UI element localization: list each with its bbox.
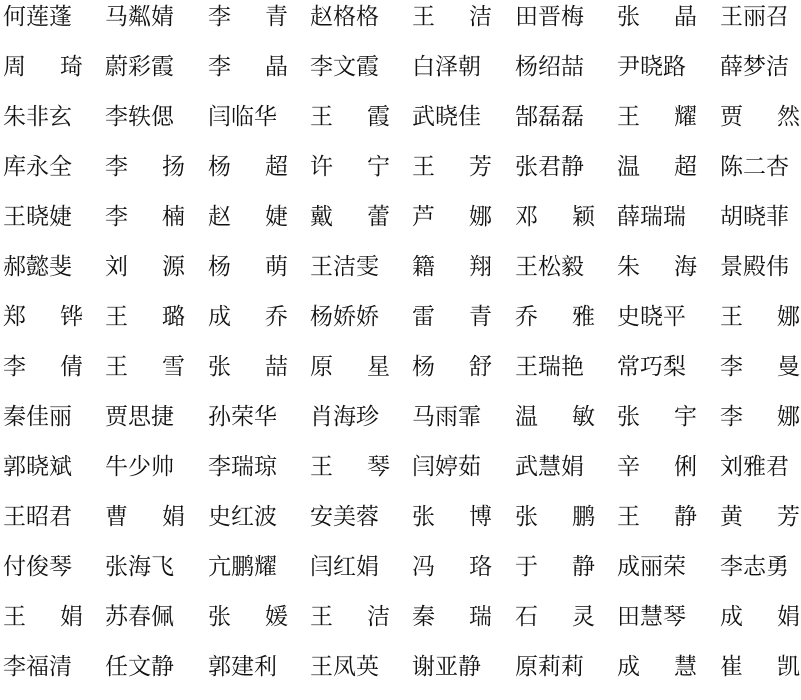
name-char: 萌 <box>265 254 288 280</box>
name-cell <box>515 550 595 590</box>
name-cell <box>310 200 390 240</box>
name-cell: 闫婷茹 <box>412 454 481 480</box>
name-char: 许 <box>310 154 333 180</box>
name-cell: 谢亚静 <box>412 654 481 680</box>
name-cell <box>515 200 595 240</box>
name-cell: 李瑞琼 <box>208 454 277 480</box>
name-row <box>0 550 801 600</box>
name-cell <box>412 200 492 240</box>
name-char: 楠 <box>162 204 185 230</box>
name-char: 星 <box>367 354 390 380</box>
name-cell: 王凤英 <box>310 654 379 680</box>
name-char: 舒 <box>469 354 492 380</box>
name-char: 张 <box>208 604 231 630</box>
name-char: 李 <box>720 404 743 430</box>
name-cell <box>310 100 390 140</box>
name-cell <box>3 600 83 640</box>
name-char: 温 <box>515 404 538 430</box>
name-cell <box>412 350 492 390</box>
name-cell: 白泽朝 <box>412 54 481 80</box>
name-char: 李 <box>720 354 743 380</box>
name-char: 雅 <box>572 304 595 330</box>
name-cell <box>617 650 697 690</box>
name-char: 琦 <box>60 54 83 80</box>
name-char: 洁 <box>367 604 390 630</box>
name-char: 张 <box>412 504 435 530</box>
name-char: 颖 <box>572 204 595 230</box>
name-char: 杨 <box>412 354 435 380</box>
name-cell <box>208 600 288 640</box>
name-cell <box>515 400 595 440</box>
name-cell <box>412 600 492 640</box>
name-char: 李 <box>105 154 128 180</box>
name-cell: 武晓佳 <box>412 104 481 130</box>
name-row <box>0 250 801 300</box>
name-row <box>0 350 801 400</box>
name-cell: 张君静 <box>515 154 584 180</box>
name-char: 青 <box>265 4 288 30</box>
name-cell <box>515 500 595 540</box>
name-char: 李 <box>208 54 231 80</box>
name-cell: 张海飞 <box>105 554 174 580</box>
name-cell: 贾思捷 <box>105 404 174 430</box>
name-char: 贾 <box>720 104 743 130</box>
name-cell: 付俊琴 <box>3 554 72 580</box>
name-cell: 闫红娟 <box>310 554 379 580</box>
name-char: 李 <box>105 204 128 230</box>
name-cell: 马雨霏 <box>412 404 481 430</box>
name-char: 青 <box>469 304 492 330</box>
name-cell: 王洁雯 <box>310 254 379 280</box>
name-char: 成 <box>617 654 640 680</box>
name-char: 晶 <box>674 4 697 30</box>
name-char: 俐 <box>674 454 697 480</box>
name-char: 黄 <box>720 504 743 530</box>
name-char: 李 <box>208 4 231 30</box>
name-char: 敏 <box>572 404 595 430</box>
name-cell: 田慧琴 <box>617 604 686 630</box>
name-row <box>0 650 801 700</box>
name-char: 王 <box>310 104 333 130</box>
name-cell: 郜磊磊 <box>515 104 584 130</box>
name-cell: 李文霞 <box>310 54 379 80</box>
name-char: 洁 <box>469 4 492 30</box>
name-cell: 史红波 <box>208 504 277 530</box>
name-cell <box>208 250 288 290</box>
name-cell: 杨娇娇 <box>310 304 379 330</box>
name-char: 瑞 <box>469 604 492 630</box>
name-char: 朱 <box>617 254 640 280</box>
name-cell <box>105 200 185 240</box>
name-char: 王 <box>617 104 640 130</box>
name-char: 娜 <box>777 404 800 430</box>
name-cell <box>208 0 288 40</box>
name-char: 李 <box>3 354 26 380</box>
name-char: 崔 <box>720 654 743 680</box>
name-row <box>0 200 801 250</box>
name-cell <box>310 450 390 490</box>
name-cell: 李志勇 <box>720 554 789 580</box>
name-cell: 王松毅 <box>515 254 584 280</box>
name-char: 喆 <box>265 354 288 380</box>
name-char: 灵 <box>572 604 595 630</box>
name-cell <box>720 100 800 140</box>
name-char: 王 <box>720 304 743 330</box>
name-cell <box>310 600 390 640</box>
name-char: 芦 <box>412 204 435 230</box>
name-char: 扬 <box>162 154 185 180</box>
name-char: 张 <box>515 504 538 530</box>
name-char: 蕾 <box>367 204 390 230</box>
name-cell: 蔚彩霞 <box>105 54 174 80</box>
name-char: 张 <box>617 404 640 430</box>
name-cell: 闫临华 <box>208 104 277 130</box>
name-cell <box>617 100 697 140</box>
name-cell: 史晓平 <box>617 304 686 330</box>
name-char: 娜 <box>469 204 492 230</box>
name-char: 籍 <box>412 254 435 280</box>
name-cell <box>412 150 492 190</box>
name-cell: 任文静 <box>105 654 174 680</box>
name-cell: 陈二杏 <box>720 154 789 180</box>
name-cell <box>412 500 492 540</box>
name-cell <box>208 300 288 340</box>
name-char: 杨 <box>208 154 231 180</box>
name-char: 娟 <box>60 604 83 630</box>
name-cell: 苏春佩 <box>105 604 174 630</box>
name-char: 媛 <box>265 604 288 630</box>
name-char: 戴 <box>310 204 333 230</box>
name-cell: 王瑞艳 <box>515 354 584 380</box>
name-cell: 秦佳丽 <box>3 404 72 430</box>
name-cell <box>617 450 697 490</box>
name-char: 周 <box>3 54 26 80</box>
name-char: 王 <box>105 304 128 330</box>
name-char: 曹 <box>105 504 128 530</box>
name-row <box>0 600 801 650</box>
name-char: 芳 <box>469 154 492 180</box>
name-char: 然 <box>777 104 800 130</box>
name-cell <box>105 500 185 540</box>
name-char: 王 <box>617 504 640 530</box>
name-char: 宁 <box>367 154 390 180</box>
name-char: 铧 <box>60 304 83 330</box>
name-cell: 胡晓菲 <box>720 204 789 230</box>
name-cell: 武慧娟 <box>515 454 584 480</box>
name-cell: 原莉莉 <box>515 654 584 680</box>
name-char: 冯 <box>412 554 435 580</box>
name-cell <box>412 0 492 40</box>
name-cell <box>412 550 492 590</box>
name-cell: 郭建利 <box>208 654 277 680</box>
name-char: 郑 <box>3 304 26 330</box>
name-cell <box>515 300 595 340</box>
name-cell: 朱非玄 <box>3 104 72 130</box>
name-cell <box>617 0 697 40</box>
name-char: 耀 <box>674 104 697 130</box>
name-cell <box>3 300 83 340</box>
name-cell: 李轶偲 <box>105 104 174 130</box>
name-cell: 牛少帅 <box>105 454 174 480</box>
name-cell <box>720 500 800 540</box>
name-char: 温 <box>617 154 640 180</box>
name-cell: 何莲蓬 <box>3 4 72 30</box>
name-cell <box>720 400 800 440</box>
name-char: 静 <box>572 554 595 580</box>
name-cell <box>208 350 288 390</box>
name-char: 王 <box>310 604 333 630</box>
name-cell: 亢鹏耀 <box>208 554 277 580</box>
name-cell <box>105 250 185 290</box>
name-char: 秦 <box>412 604 435 630</box>
name-cell: 王丽召 <box>720 4 789 30</box>
name-row <box>0 50 801 100</box>
name-cell: 孙荣华 <box>208 404 277 430</box>
name-cell <box>412 300 492 340</box>
name-cell <box>208 200 288 240</box>
name-char: 乔 <box>515 304 538 330</box>
name-cell: 景殿伟 <box>720 254 789 280</box>
name-char: 娟 <box>777 604 800 630</box>
name-char: 璐 <box>162 304 185 330</box>
name-char: 王 <box>412 154 435 180</box>
name-cell <box>105 300 185 340</box>
name-char: 翔 <box>469 254 492 280</box>
name-cell <box>617 250 697 290</box>
name-cell: 安美蓉 <box>310 504 379 530</box>
name-char: 原 <box>310 354 333 380</box>
name-char: 赵 <box>208 204 231 230</box>
name-char: 乔 <box>265 304 288 330</box>
name-char: 杨 <box>208 254 231 280</box>
name-char: 王 <box>3 604 26 630</box>
name-row <box>0 100 801 150</box>
name-cell <box>617 150 697 190</box>
name-char: 珞 <box>469 554 492 580</box>
name-cell: 王昭君 <box>3 504 72 530</box>
name-cell <box>310 150 390 190</box>
name-cell <box>720 350 800 390</box>
name-char: 慧 <box>674 654 697 680</box>
name-cell <box>412 250 492 290</box>
name-char: 倩 <box>60 354 83 380</box>
name-char: 王 <box>105 354 128 380</box>
name-char: 鹏 <box>572 504 595 530</box>
name-cell: 成丽荣 <box>617 554 686 580</box>
name-char: 辛 <box>617 454 640 480</box>
name-char: 超 <box>265 154 288 180</box>
name-char: 雪 <box>162 354 185 380</box>
name-char: 晶 <box>265 54 288 80</box>
name-cell: 赵格格 <box>310 4 379 30</box>
name-char: 源 <box>162 254 185 280</box>
name-row <box>0 500 801 550</box>
name-cell: 李福清 <box>3 654 72 680</box>
name-row <box>0 400 801 450</box>
name-char: 邓 <box>515 204 538 230</box>
name-char: 成 <box>720 604 743 630</box>
name-cell <box>208 150 288 190</box>
name-row <box>0 0 801 50</box>
name-cell <box>617 500 697 540</box>
name-cell: 薛梦洁 <box>720 54 789 80</box>
name-char: 雷 <box>412 304 435 330</box>
name-cell: 杨绍喆 <box>515 54 584 80</box>
name-char: 曼 <box>777 354 800 380</box>
name-char: 刘 <box>105 254 128 280</box>
name-cell <box>720 300 800 340</box>
name-char: 宇 <box>674 404 697 430</box>
name-char: 霞 <box>367 104 390 130</box>
name-char: 海 <box>674 254 697 280</box>
name-cell: 库永全 <box>3 154 72 180</box>
name-cell: 马粼婧 <box>105 4 174 30</box>
name-char: 张 <box>208 354 231 380</box>
name-cell: 刘雅君 <box>720 454 789 480</box>
name-cell <box>720 650 800 690</box>
name-row <box>0 450 801 500</box>
name-cell <box>3 350 83 390</box>
name-char: 婕 <box>265 204 288 230</box>
name-char: 博 <box>469 504 492 530</box>
name-cell: 肖海珍 <box>310 404 379 430</box>
name-cell: 尹晓路 <box>617 54 686 80</box>
name-cell <box>208 50 288 90</box>
name-char: 静 <box>674 504 697 530</box>
name-char: 石 <box>515 604 538 630</box>
name-cell <box>720 600 800 640</box>
name-cell <box>310 350 390 390</box>
name-char: 于 <box>515 554 538 580</box>
name-cell: 薛瑞瑞 <box>617 204 686 230</box>
name-cell: 田晋梅 <box>515 4 584 30</box>
name-char: 王 <box>310 454 333 480</box>
name-cell: 郭晓斌 <box>3 454 72 480</box>
name-cell: 王晓婕 <box>3 204 72 230</box>
name-cell <box>105 150 185 190</box>
name-char: 张 <box>617 4 640 30</box>
name-row <box>0 300 801 350</box>
name-cell <box>105 350 185 390</box>
name-cell: 常巧梨 <box>617 354 686 380</box>
name-char: 成 <box>208 304 231 330</box>
name-cell <box>3 50 83 90</box>
name-char: 超 <box>674 154 697 180</box>
name-char: 娜 <box>777 304 800 330</box>
name-row <box>0 150 801 200</box>
name-char: 娟 <box>162 504 185 530</box>
name-char: 芳 <box>777 504 800 530</box>
name-char: 凯 <box>777 654 800 680</box>
name-cell <box>515 600 595 640</box>
name-char: 琴 <box>367 454 390 480</box>
name-char: 王 <box>412 4 435 30</box>
name-cell: 郝懿斐 <box>3 254 72 280</box>
name-cell <box>617 400 697 440</box>
